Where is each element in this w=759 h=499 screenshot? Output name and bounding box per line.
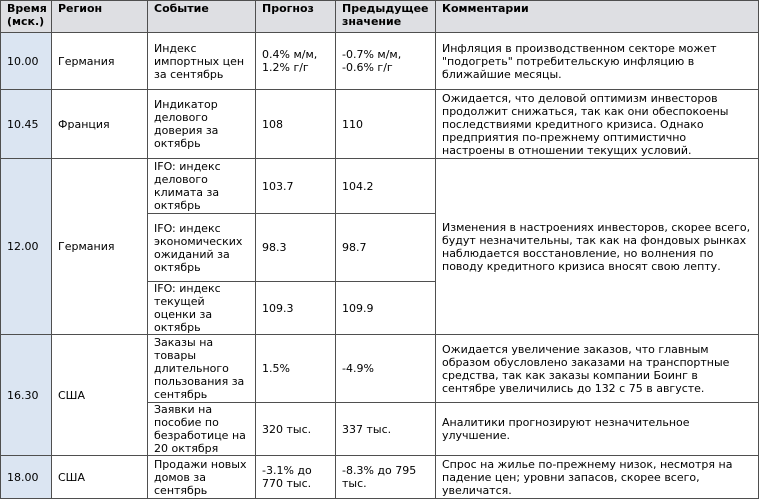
event-cell: Индекс импортных цен за сентябрь (148, 33, 256, 90)
table-row (1, 335, 759, 403)
time-cell: 12.00 (1, 159, 52, 335)
header-region: Регион (52, 1, 148, 33)
comment-cell: Изменения в настроениях инвесторов, скорее всего, будут незначительны, так как на фондовых рынках наблюдается восстановление, но волнения по поводу кредитного кризиса вносят свою лепту. (436, 159, 759, 335)
event-cell: Продажи новых домов за сентябрь (148, 456, 256, 499)
header-time: Время (мск.) (1, 1, 52, 33)
previous-cell: 98.7 (336, 214, 436, 282)
header-previous: Предыдущее значение (336, 1, 436, 33)
forecast-cell: 98.3 (256, 214, 336, 282)
header-forecast: Прогноз (256, 1, 336, 33)
table-row (1, 159, 759, 214)
event-cell: IFO: индекс текущей оценки за октябрь (148, 282, 256, 335)
previous-cell: 104.2 (336, 159, 436, 214)
time-cell: 10.45 (1, 90, 52, 159)
previous-cell: -4.9% (336, 335, 436, 403)
comment-cell: Ожидается, что деловой оптимизм инвесторов продолжит снижаться, так как они обеспокоены последствиями кредитного кризиса. Однако предприятия по-прежнему оптимистично настроены в отношении текущих условий. (436, 90, 759, 159)
header-row (1, 1, 759, 33)
previous-cell: -8.3% до 795 тыс. (336, 456, 436, 499)
previous-cell: -0.7% м/м, -0.6% г/г (336, 33, 436, 90)
forecast-cell: 109.3 (256, 282, 336, 335)
time-cell: 16.30 (1, 335, 52, 456)
comment-cell: Инфляция в производственном секторе может "подогреть" потребительскую инфляцию в ближайшие месяцы. (436, 33, 759, 90)
forecast-cell: 320 тыс. (256, 403, 336, 456)
header-comments: Комментарии (436, 1, 759, 33)
table-row (1, 456, 759, 499)
event-cell: Заявки на пособие по безработице на 20 октября (148, 403, 256, 456)
region-cell: США (52, 456, 148, 499)
event-cell: IFO: индекс экономических ожиданий за октябрь (148, 214, 256, 282)
event-cell: Индикатор делового доверия за октябрь (148, 90, 256, 159)
forecast-cell: 0.4% м/м, 1.2% г/г (256, 33, 336, 90)
event-cell: IFO: индекс делового климата за октябрь (148, 159, 256, 214)
comment-cell: Спрос на жилье по-прежнему низок, несмотря на падение цен; уровни запасов, скорее всего, увеличатся. (436, 456, 759, 499)
forecast-cell: -3.1% до 770 тыс. (256, 456, 336, 499)
previous-cell: 109.9 (336, 282, 436, 335)
table-row (1, 90, 759, 159)
region-cell: Франция (52, 90, 148, 159)
comment-cell: Ожидается увеличение заказов, что главным образом обусловлено заказами на транспортные средства, так как заказы компании Боинг в сентябре увеличились до 132 с 75 в августе. (436, 335, 759, 403)
header-event: Событие (148, 1, 256, 33)
time-cell: 10.00 (1, 33, 52, 90)
previous-cell: 337 тыс. (336, 403, 436, 456)
region-cell: Германия (52, 33, 148, 90)
event-cell: Заказы на товары длительного пользования за сентябрь (148, 335, 256, 403)
table-row (1, 33, 759, 90)
comment-cell: Аналитики прогнозируют незначительное улучшение. (436, 403, 759, 456)
forecast-cell: 103.7 (256, 159, 336, 214)
region-cell: США (52, 335, 148, 456)
forecast-cell: 1.5% (256, 335, 336, 403)
forecast-cell: 108 (256, 90, 336, 159)
previous-cell: 110 (336, 90, 436, 159)
region-cell: Германия (52, 159, 148, 335)
time-cell: 18.00 (1, 456, 52, 499)
